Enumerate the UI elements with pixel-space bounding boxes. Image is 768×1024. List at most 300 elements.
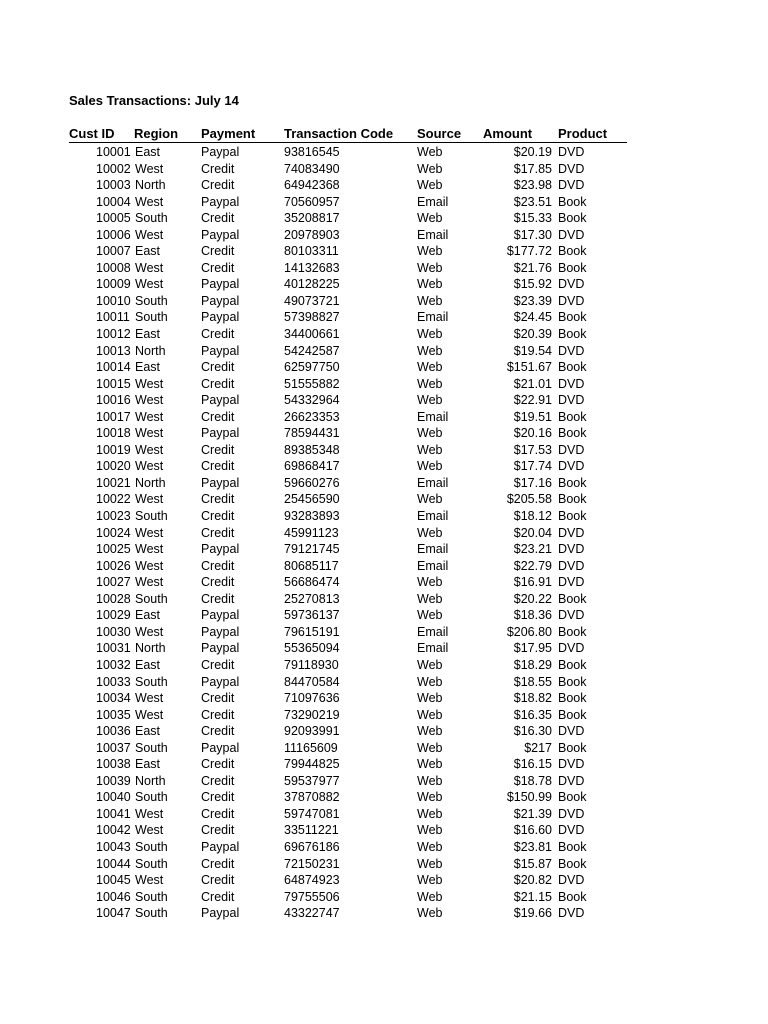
transaction-code-cell: 89385348 — [284, 442, 340, 457]
region-cell: West — [135, 442, 164, 457]
region-cell: South — [135, 906, 168, 921]
source-cell: Web — [417, 426, 443, 441]
payment-cell: Credit — [201, 509, 235, 524]
source-cell: Web — [417, 525, 443, 540]
table-row — [0, 425, 768, 442]
region-cell: South — [135, 740, 168, 755]
transaction-code-cell: 57398827 — [284, 310, 340, 325]
transaction-code-cell: 69868417 — [284, 459, 340, 474]
table-row — [0, 674, 768, 691]
product-cell: DVD — [558, 227, 585, 242]
table-header-row — [0, 125, 768, 143]
transaction-code-cell: 59660276 — [284, 475, 340, 490]
amount-cell: $17.16 — [513, 475, 552, 490]
cust-id-cell: 10027 — [96, 575, 131, 590]
payment-cell: Paypal — [201, 145, 240, 159]
product-cell: DVD — [558, 442, 585, 457]
product-cell: Book — [558, 591, 587, 606]
product-cell: DVD — [558, 178, 585, 193]
source-cell: Web — [417, 459, 443, 474]
region-cell: East — [135, 657, 161, 672]
transaction-code-cell: 25456590 — [284, 492, 340, 507]
transaction-code-cell: 79121745 — [284, 542, 340, 557]
region-cell: South — [135, 591, 168, 606]
amount-cell: $23.81 — [513, 839, 552, 854]
transaction-code-cell: 73290219 — [284, 707, 340, 722]
transaction-code-cell: 69676186 — [284, 839, 340, 854]
amount-cell: $17.85 — [513, 161, 552, 176]
region-cell: West — [135, 227, 164, 242]
payment-cell: Credit — [201, 889, 235, 904]
product-cell: Book — [558, 691, 587, 706]
product-cell: DVD — [558, 459, 585, 474]
cust-id-cell: 10046 — [96, 889, 131, 904]
table-row — [0, 309, 768, 326]
product-cell: DVD — [558, 293, 585, 308]
table-row — [0, 144, 768, 161]
region-cell: West — [135, 873, 164, 888]
product-cell: DVD — [558, 277, 585, 292]
source-cell: Web — [417, 376, 443, 391]
transaction-code-cell: 35208817 — [284, 211, 340, 226]
cust-id-cell: 10031 — [96, 641, 131, 656]
transaction-code-cell: 59736137 — [284, 608, 340, 623]
table-row — [0, 607, 768, 624]
transaction-code-cell: 40128225 — [284, 277, 340, 292]
cust-id-cell: 10044 — [96, 856, 131, 871]
table-row — [0, 376, 768, 393]
amount-cell: $19.66 — [513, 906, 552, 921]
source-cell: Email — [417, 641, 449, 656]
source-cell: Web — [417, 591, 443, 606]
table-row — [0, 343, 768, 360]
transaction-code-cell: 25270813 — [284, 591, 340, 606]
table-row — [0, 458, 768, 475]
region-cell: East — [135, 724, 161, 739]
source-cell: Web — [417, 674, 443, 689]
header-region: Region — [134, 126, 179, 141]
table-row — [0, 243, 768, 260]
region-cell: West — [135, 426, 164, 441]
region-cell: North — [135, 343, 166, 358]
table-row — [0, 574, 768, 591]
region-cell: South — [135, 674, 168, 689]
source-cell: Email — [417, 409, 449, 424]
region-cell: West — [135, 376, 164, 391]
source-cell: Email — [417, 558, 449, 573]
region-cell: West — [135, 393, 164, 408]
region-cell: West — [135, 542, 164, 557]
transactions-table-body — [0, 144, 768, 922]
amount-cell: $17.95 — [513, 641, 552, 656]
header-source: Source — [417, 126, 462, 141]
source-cell: Web — [417, 856, 443, 871]
amount-cell: $150.99 — [506, 790, 552, 805]
region-cell: South — [135, 293, 168, 308]
product-cell: Book — [558, 310, 587, 325]
table-row — [0, 359, 768, 376]
payment-cell: Credit — [201, 525, 235, 540]
table-row — [0, 872, 768, 889]
region-cell: South — [135, 856, 168, 871]
amount-cell: $15.87 — [513, 856, 552, 871]
header-underline — [69, 142, 627, 143]
table-row — [0, 905, 768, 922]
cust-id-cell: 10041 — [96, 806, 131, 821]
amount-cell: $16.91 — [513, 575, 552, 590]
transaction-code-cell: 14132683 — [284, 260, 340, 275]
amount-cell: $18.78 — [513, 773, 552, 788]
cust-id-cell: 10035 — [96, 707, 131, 722]
cust-id-cell: 10016 — [96, 393, 131, 408]
product-cell: DVD — [558, 724, 585, 739]
amount-cell: $20.04 — [513, 525, 552, 540]
transaction-code-cell: 34400661 — [284, 327, 340, 342]
cust-id-cell: 10003 — [96, 178, 131, 193]
cust-id-cell: 10024 — [96, 525, 131, 540]
product-cell: DVD — [558, 608, 585, 623]
region-cell: South — [135, 211, 168, 226]
amount-cell: $15.92 — [513, 277, 552, 292]
amount-cell: $19.51 — [513, 409, 552, 424]
header-payment: Payment — [201, 126, 256, 141]
payment-cell: Credit — [201, 790, 235, 805]
payment-cell: Paypal — [201, 906, 240, 921]
region-cell: South — [135, 889, 168, 904]
table-row — [0, 276, 768, 293]
table-row — [0, 260, 768, 277]
source-cell: Email — [417, 624, 449, 639]
cust-id-cell: 10047 — [96, 906, 131, 921]
product-cell: DVD — [558, 393, 585, 408]
amount-cell: $18.36 — [513, 608, 552, 623]
cust-id-cell: 10018 — [96, 426, 131, 441]
table-row — [0, 392, 768, 409]
product-cell: DVD — [558, 806, 585, 821]
amount-cell: $20.82 — [513, 873, 552, 888]
product-cell: DVD — [558, 641, 585, 656]
product-cell: DVD — [558, 525, 585, 540]
source-cell: Email — [417, 310, 449, 325]
table-row — [0, 740, 768, 757]
table-row — [0, 839, 768, 856]
table-row — [0, 789, 768, 806]
product-cell: Book — [558, 707, 587, 722]
amount-cell: $217 — [524, 740, 552, 755]
header-amount: Amount — [483, 126, 533, 141]
table-row — [0, 161, 768, 178]
product-cell: Book — [558, 409, 587, 424]
source-cell: Web — [417, 608, 443, 623]
transaction-code-cell: 11165609 — [284, 740, 338, 755]
table-row — [0, 591, 768, 608]
source-cell: Web — [417, 757, 443, 772]
transaction-code-cell: 59747081 — [284, 806, 340, 821]
table-row — [0, 756, 768, 773]
page-title: Sales Transactions: July 14 — [69, 93, 239, 108]
region-cell: West — [135, 525, 164, 540]
region-cell: West — [135, 194, 164, 209]
amount-cell: $151.67 — [506, 360, 552, 375]
transaction-code-cell: 54332964 — [284, 393, 340, 408]
transaction-code-cell: 84470584 — [284, 674, 340, 689]
source-cell: Email — [417, 542, 449, 557]
product-cell: Book — [558, 740, 587, 755]
cust-id-cell: 10026 — [96, 558, 131, 573]
region-cell: North — [135, 178, 166, 193]
source-cell: Web — [417, 211, 443, 226]
amount-cell: $206.80 — [506, 624, 552, 639]
cust-id-cell: 10022 — [96, 492, 131, 507]
product-cell: DVD — [558, 558, 585, 573]
cust-id-cell: 10007 — [96, 244, 131, 259]
header-cust-id: Cust ID — [69, 126, 115, 141]
payment-cell: Credit — [201, 492, 235, 507]
cust-id-cell: 10042 — [96, 823, 131, 838]
region-cell: North — [135, 475, 166, 490]
transaction-code-cell: 55365094 — [284, 641, 340, 656]
cust-id-cell: 10013 — [96, 343, 131, 358]
table-row — [0, 541, 768, 558]
product-cell: Book — [558, 244, 587, 259]
source-cell: Web — [417, 161, 443, 176]
table-row — [0, 508, 768, 525]
transaction-code-cell: 72150231 — [284, 856, 340, 871]
transaction-code-cell: 80103311 — [284, 244, 339, 259]
product-cell: Book — [558, 657, 587, 672]
region-cell: West — [135, 691, 164, 706]
transaction-code-cell: 64942368 — [284, 178, 340, 193]
region-cell: West — [135, 277, 164, 292]
source-cell: Email — [417, 475, 449, 490]
region-cell: South — [135, 310, 168, 325]
table-row — [0, 707, 768, 724]
source-cell: Email — [417, 509, 449, 524]
amount-cell: $20.39 — [513, 327, 552, 342]
transaction-code-cell: 37870882 — [284, 790, 340, 805]
table-row — [0, 227, 768, 244]
cust-id-cell: 10029 — [96, 608, 131, 623]
source-cell: Web — [417, 724, 443, 739]
payment-cell: Credit — [201, 856, 235, 871]
cust-id-cell: 10025 — [96, 542, 131, 557]
product-cell: DVD — [558, 145, 585, 159]
payment-cell: Paypal — [201, 542, 240, 557]
cust-id-cell: 10005 — [96, 211, 131, 226]
amount-cell: $16.30 — [513, 724, 552, 739]
cust-id-cell: 10008 — [96, 260, 131, 275]
payment-cell: Credit — [201, 806, 235, 821]
source-cell: Web — [417, 906, 443, 921]
payment-cell: Credit — [201, 327, 235, 342]
source-cell: Web — [417, 889, 443, 904]
source-cell: Email — [417, 194, 449, 209]
payment-cell: Credit — [201, 161, 235, 176]
region-cell: East — [135, 757, 161, 772]
region-cell: West — [135, 558, 164, 573]
payment-cell: Paypal — [201, 343, 240, 358]
product-cell: DVD — [558, 757, 585, 772]
payment-cell: Credit — [201, 707, 235, 722]
product-cell: Book — [558, 856, 587, 871]
cust-id-cell: 10032 — [96, 657, 131, 672]
transaction-code-cell: 79118930 — [284, 657, 339, 672]
payment-cell: Credit — [201, 558, 235, 573]
transaction-code-cell: 80685117 — [284, 558, 339, 573]
product-cell: Book — [558, 624, 587, 639]
payment-cell: Credit — [201, 773, 235, 788]
payment-cell: Credit — [201, 442, 235, 457]
amount-cell: $16.35 — [513, 707, 552, 722]
cust-id-cell: 10037 — [96, 740, 131, 755]
table-row — [0, 326, 768, 343]
region-cell: South — [135, 509, 168, 524]
cust-id-cell: 10028 — [96, 591, 131, 606]
region-cell: North — [135, 773, 166, 788]
table-row — [0, 690, 768, 707]
product-cell: Book — [558, 426, 587, 441]
transaction-code-cell: 93816545 — [284, 145, 340, 159]
region-cell: West — [135, 161, 164, 176]
transaction-code-cell: 79615191 — [284, 624, 340, 639]
product-cell: DVD — [558, 542, 585, 557]
payment-cell: Credit — [201, 823, 235, 838]
amount-cell: $22.79 — [513, 558, 552, 573]
amount-cell: $20.22 — [513, 591, 552, 606]
cust-id-cell: 10009 — [96, 277, 131, 292]
source-cell: Web — [417, 873, 443, 888]
transaction-code-cell: 62597750 — [284, 360, 340, 375]
cust-id-cell: 10023 — [96, 509, 131, 524]
source-cell: Web — [417, 293, 443, 308]
cust-id-cell: 10014 — [96, 360, 131, 375]
table-row — [0, 194, 768, 211]
cust-id-cell: 10004 — [96, 194, 131, 209]
product-cell: DVD — [558, 773, 585, 788]
payment-cell: Credit — [201, 657, 235, 672]
payment-cell: Paypal — [201, 310, 240, 325]
region-cell: West — [135, 707, 164, 722]
payment-cell: Credit — [201, 376, 235, 391]
region-cell: East — [135, 608, 161, 623]
cust-id-cell: 10020 — [96, 459, 131, 474]
source-cell: Web — [417, 773, 443, 788]
payment-cell: Credit — [201, 873, 235, 888]
cust-id-cell: 10040 — [96, 790, 131, 805]
region-cell: East — [135, 327, 161, 342]
product-cell: DVD — [558, 161, 585, 176]
source-cell: Web — [417, 244, 443, 259]
source-cell: Web — [417, 575, 443, 590]
payment-cell: Credit — [201, 409, 235, 424]
product-cell: Book — [558, 260, 587, 275]
cust-id-cell: 10038 — [96, 757, 131, 772]
transaction-code-cell: 70560957 — [284, 194, 340, 209]
source-cell: Web — [417, 343, 443, 358]
source-cell: Web — [417, 823, 443, 838]
amount-cell: $21.39 — [513, 806, 552, 821]
region-cell: East — [135, 145, 161, 159]
payment-cell: Paypal — [201, 227, 240, 242]
cust-id-cell: 10019 — [96, 442, 131, 457]
cust-id-cell: 10030 — [96, 624, 131, 639]
amount-cell: $21.15 — [513, 889, 552, 904]
payment-cell: Paypal — [201, 194, 240, 209]
payment-cell: Credit — [201, 211, 235, 226]
transaction-code-cell: 56686474 — [284, 575, 340, 590]
region-cell: West — [135, 624, 164, 639]
cust-id-cell: 10011 — [96, 310, 130, 325]
region-cell: North — [135, 641, 166, 656]
cust-id-cell: 10006 — [96, 227, 131, 242]
transaction-code-cell: 33511221 — [284, 823, 339, 838]
source-cell: Web — [417, 442, 443, 457]
cust-id-cell: 10002 — [96, 161, 131, 176]
transaction-code-cell: 20978903 — [284, 227, 340, 242]
product-cell: DVD — [558, 376, 585, 391]
amount-cell: $205.58 — [506, 492, 552, 507]
payment-cell: Credit — [201, 724, 235, 739]
payment-cell: Credit — [201, 575, 235, 590]
region-cell: West — [135, 492, 164, 507]
transaction-code-cell: 26623353 — [284, 409, 340, 424]
product-cell: Book — [558, 475, 587, 490]
table-row — [0, 475, 768, 492]
transaction-code-cell: 74083490 — [284, 161, 340, 176]
amount-cell: $24.45 — [513, 310, 552, 325]
transaction-code-cell: 49073721 — [284, 293, 340, 308]
product-cell: DVD — [558, 575, 585, 590]
table-row — [0, 657, 768, 674]
product-cell: DVD — [558, 906, 585, 921]
payment-cell: Credit — [201, 178, 235, 193]
table-row — [0, 442, 768, 459]
cust-id-cell: 10036 — [96, 724, 131, 739]
transaction-code-cell: 79944825 — [284, 757, 340, 772]
amount-cell: $20.19 — [513, 145, 552, 159]
payment-cell: Credit — [201, 244, 235, 259]
source-cell: Web — [417, 839, 443, 854]
table-row — [0, 624, 768, 641]
cust-id-cell: 10017 — [96, 409, 131, 424]
product-cell: DVD — [558, 823, 585, 838]
payment-cell: Paypal — [201, 426, 240, 441]
amount-cell: $23.51 — [513, 194, 552, 209]
amount-cell: $23.21 — [513, 542, 552, 557]
payment-cell: Paypal — [201, 475, 240, 490]
cust-id-cell: 10045 — [96, 873, 131, 888]
region-cell: East — [135, 360, 161, 375]
transaction-code-cell: 79755506 — [284, 889, 340, 904]
header-transaction-code: Transaction Code — [284, 126, 394, 141]
cust-id-cell: 10015 — [96, 376, 131, 391]
source-cell: Web — [417, 393, 443, 408]
payment-cell: Credit — [201, 260, 235, 275]
amount-cell: $17.30 — [513, 227, 552, 242]
product-cell: Book — [558, 360, 587, 375]
region-cell: South — [135, 790, 168, 805]
table-row — [0, 491, 768, 508]
payment-cell: Credit — [201, 459, 235, 474]
amount-cell: $18.55 — [513, 674, 552, 689]
source-cell: Web — [417, 492, 443, 507]
table-row — [0, 723, 768, 740]
region-cell: West — [135, 806, 164, 821]
amount-cell: $20.16 — [513, 426, 552, 441]
cust-id-cell: 10034 — [96, 691, 131, 706]
amount-cell: $21.01 — [513, 376, 552, 391]
transaction-code-cell: 64874923 — [284, 873, 340, 888]
